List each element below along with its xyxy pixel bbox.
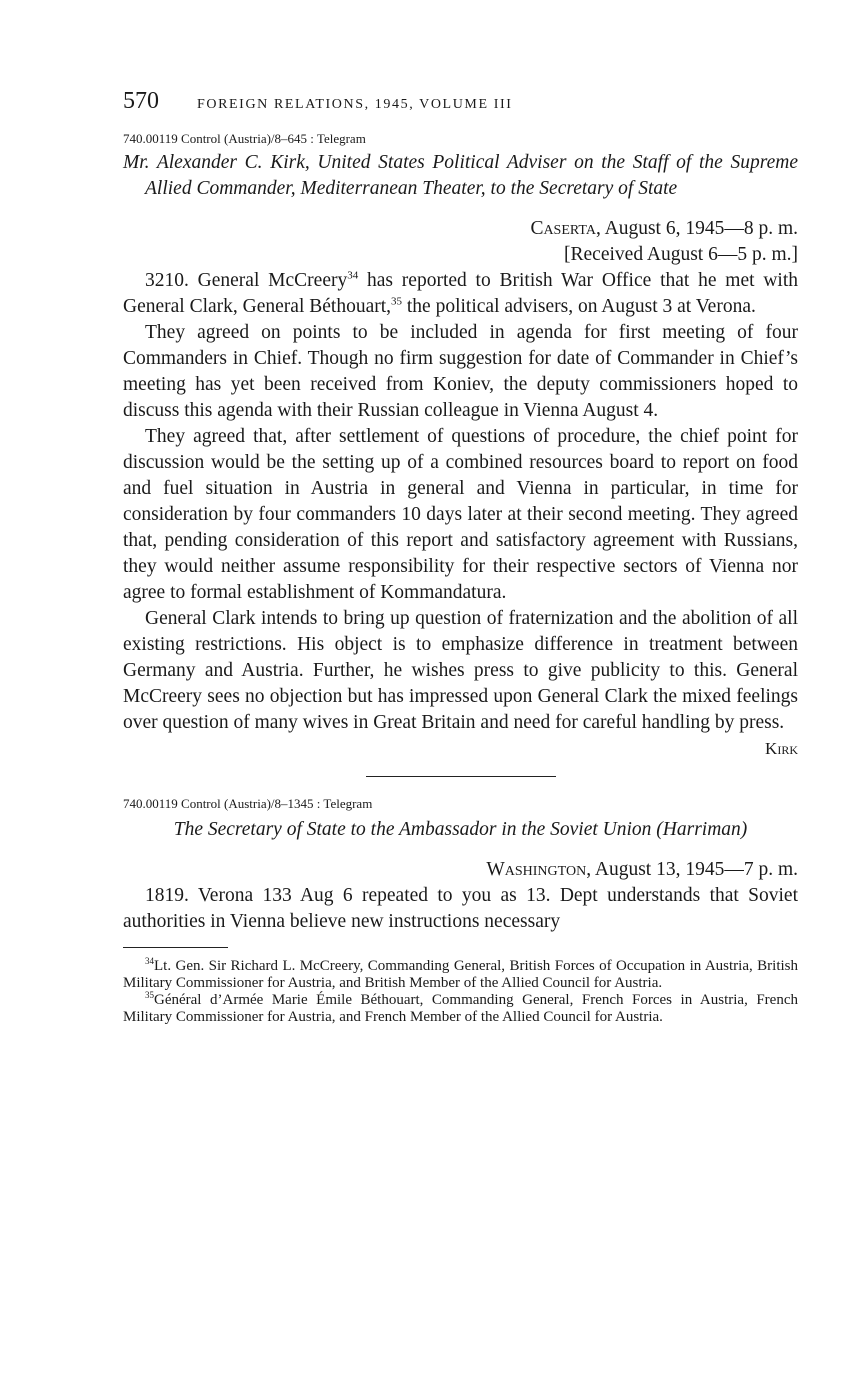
page-header [123, 88, 798, 120]
document-body-2 [123, 883, 798, 935]
page-number: 570 [123, 88, 159, 114]
running-head: FOREIGN RELATIONS, 1945, VOLUME III [197, 97, 513, 112]
paragraph [123, 268, 798, 320]
footnote-text: Général d’Armée Marie Émile Béthouart, Commanding General, French Forces in Austria, French Military Commissioner for Austria, and French Member of the Allied Council for Austria. [123, 992, 798, 1025]
dateline-date: , August 6, 1945—8 p. m. [595, 218, 798, 239]
paragraph-text: 3210. General McCreery [145, 270, 348, 291]
paragraph: General Clark intends to bring up question of fraternization and the abolition of all existing restrictions. His object is to emphasize difference in treatment between Germany and Austria. Further, he wishes press to give publicity to this. General McCreery sees no objection but has impressed upon General Clark the mixed feelings over question of many wives in Great Britain and need for careful handling by press. [123, 608, 798, 733]
paragraph: They agreed that, after settlement of questions of procedure, the chief point for discussion would be the setting up of a combined resources board to report on food and fuel situation in Austria in general and Vienna in particular, in time for consideration by four commanders 10 days later at their second meeting. They agreed that, pending consideration of this report and satisfactory agreement with Russians, they would neither assume responsibility for their respective sectors of Vienna nor agree to formal establishment of Kommandatura. [123, 426, 798, 603]
document-page [123, 88, 798, 1026]
dateline-2 [123, 857, 798, 883]
dateline-date: , August 13, 1945—7 p. m. [586, 859, 798, 880]
signature: Kirk [765, 739, 798, 758]
footnotes [123, 958, 798, 1026]
section-divider [366, 776, 556, 777]
footnote [123, 958, 798, 992]
dateline-place: Washington [486, 859, 587, 880]
footnote [123, 992, 798, 1026]
footnote-number: 34 [145, 956, 154, 966]
document-heading-1: Mr. Alexander C. Kirk, United States Political Adviser on the Staff of the Supreme Allied Commander, Mediterranean Theater, to the Secretary of State [123, 152, 798, 199]
footnote-marker: 34 [347, 269, 359, 282]
footnote-marker: 35 [391, 295, 403, 308]
footnote-rule [123, 947, 228, 948]
footnote-number: 35 [145, 990, 154, 1000]
dateline-1 [123, 216, 798, 242]
dateline-place: Caserta [530, 218, 596, 239]
file-reference-2: 740.00119 Control (Austria)/8–1345 : Telegram [123, 796, 373, 811]
document-body-1 [123, 268, 798, 736]
paragraph: 1819. Verona 133 Aug 6 repeated to you as 13. Dept understands that Soviet authorities in Vienna believe new instructions necessary [123, 885, 798, 932]
paragraph-text: the political advisers, on August 3 at Verona. [402, 296, 756, 317]
received-line: [Received August 6—5 p. m.] [564, 244, 798, 265]
paragraph-text: has reported to British War Office that he met with General Clark, General Béthouart, [123, 270, 798, 317]
paragraph: They agreed on points to be included in agenda for first meeting of four Commanders in Chief. Though no firm suggestion for date of Commander in Chief’s meeting has yet been received from Koniev, the deputy commissioners hoped to discuss this agenda with their Russian colleague in Vienna August 4. [123, 322, 798, 421]
document-heading-2: The Secretary of State to the Ambassador in the Soviet Union (Harriman) [173, 819, 748, 840]
footnote-text: Lt. Gen. Sir Richard L. McCreery, Commanding General, British Forces of Occupation in Austria, British Military Commissioner for Austria, and British Member of the Allied Council for Austria. [123, 958, 798, 991]
file-reference-1: 740.00119 Control (Austria)/8–645 : Telegram [123, 131, 366, 146]
